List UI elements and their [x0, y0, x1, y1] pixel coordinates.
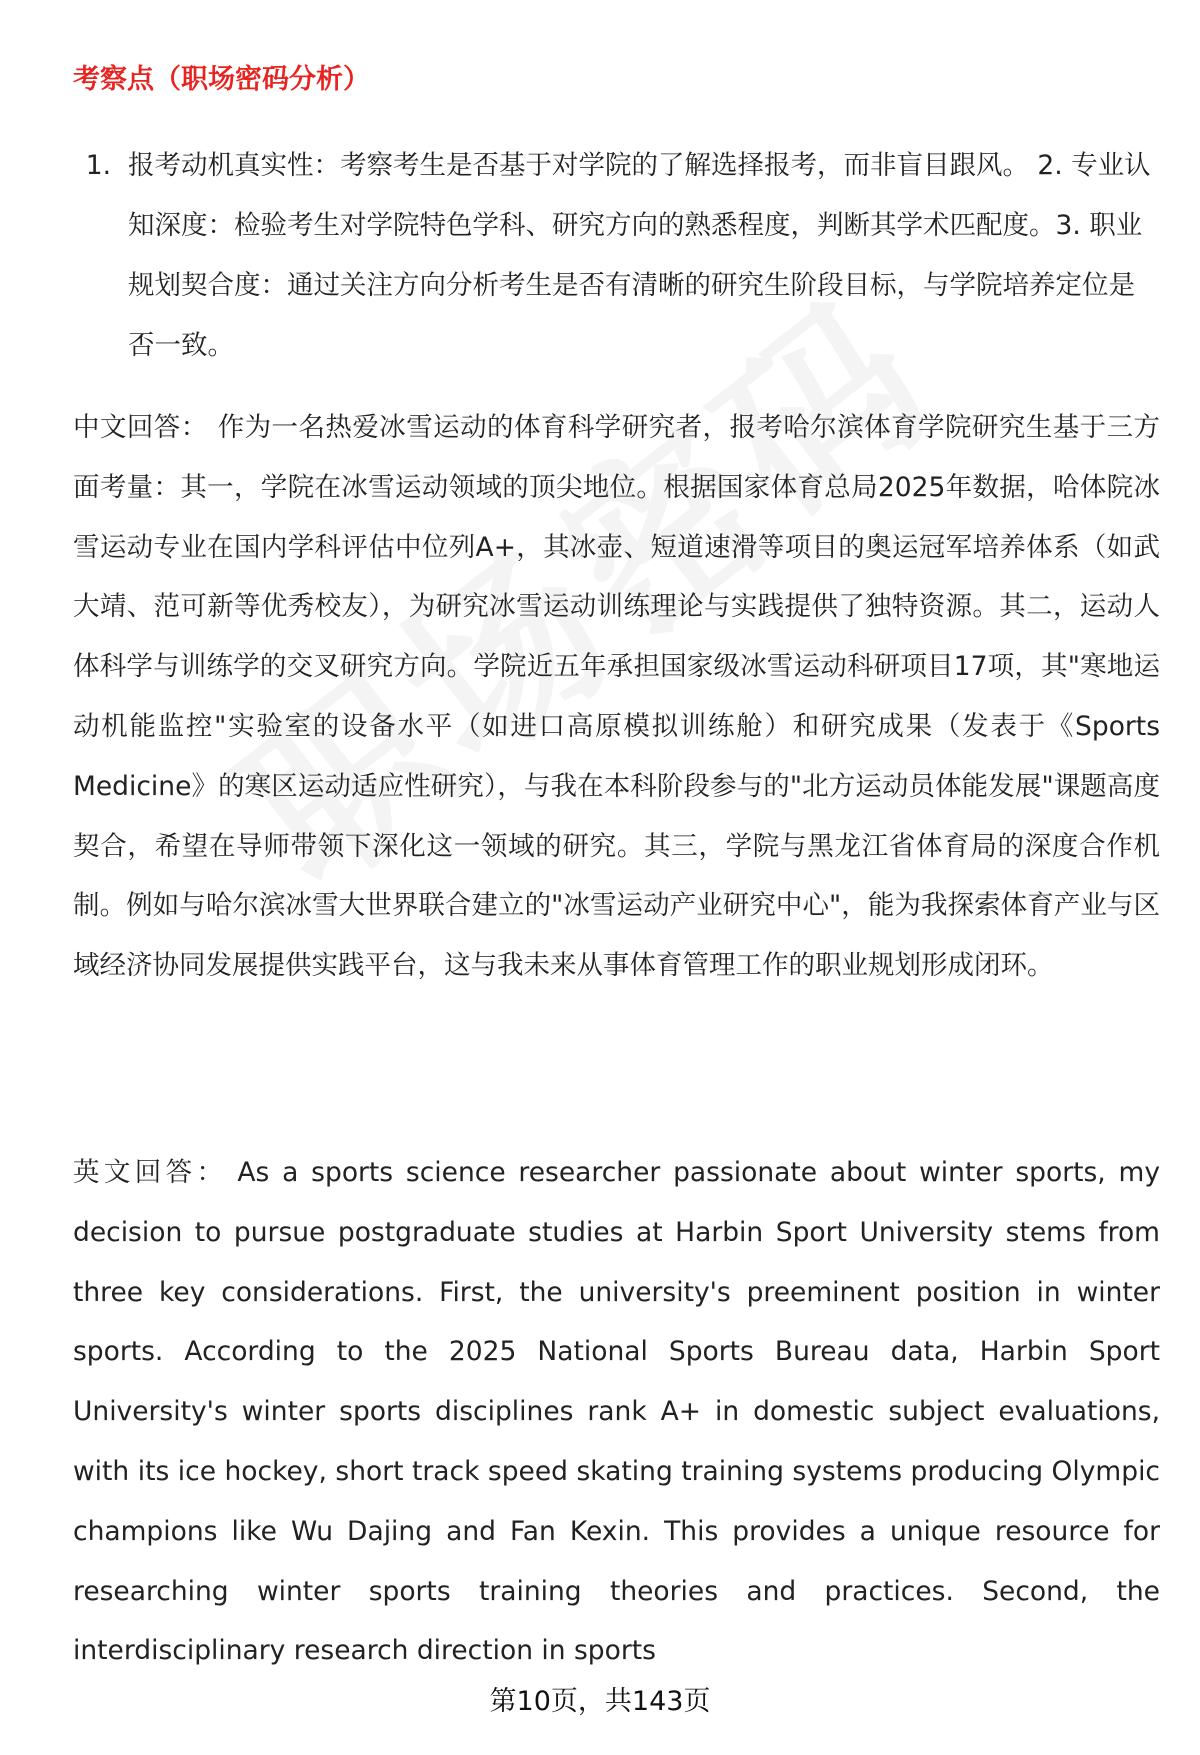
list-item — [73, 136, 1153, 376]
list-item-text: 报考动机真实性：考察考生是否基于对学院的了解选择报考，而非盲目跟风。 2. 专业认知深度：检验考生对学院特色学科、研究方向的熟悉程度，判断其学术匹配度。3. 职业规划契合度：通过关注方向分析考生是否有清晰的研究生阶段目标，与学院培养定位是否一致。 — [128, 150, 1151, 361]
english-answer-paragraph — [73, 1143, 1160, 1677]
page-number: 第10页，共143页 — [489, 1686, 711, 1717]
list-item-number: 1. — [85, 150, 111, 181]
english-answer-label: 英文回答： — [73, 1157, 228, 1188]
chinese-answer-text: 作为一名热爱冰雪运动的体育科学研究者，报考哈尔滨体育学院研究生基于三方面考量：其一，学院在冰雪运动领域的顶尖地位。根据国家体育总局2025年数据，哈体院冰雪运动专业在国内学科评估中位列A+，其冰壶、短道速滑等项目的奥运冠军培养体系（如武大靖、范可新等优秀校友），为研究冰雪运动训练理论与实践提供了独特资源。其二，运动人体科学与训练学的交叉研究方向。学院近五年承担国家级冰雪运动科研项目17项，其"寒地运动机能监控"实验室的设备水平（如进口高原模拟训练舱）和研究成果（发表于《Sports Medicine》的寒区运动适应性研究），与我在本科阶段参与的"北方运动员体能发展"课题高度契合，希望在导师带领下深化这一领域的研究。其三，学院与黑龙江省体育局的深度合作机制。例如与哈尔滨冰雪大世界联合建立的"冰雪运动产业研究中心"，能为我探索体育产业与区域经济协同发展提供实践平台，这与我未来从事体育管理工作的职业规划形成闭环。 — [73, 412, 1161, 982]
chinese-answer-label: 中文回答： — [73, 412, 208, 443]
english-answer-text: As a sports science researcher passionate about winter sports, my decision to pursue postgraduate studies at Harbin Sport University stems from three key considerations. First, the university's preeminent position in winter sports. According to the 2025 National Sports Bureau data, Harbin Sport University's winter sports disciplines rank A+ in domestic subject evaluations, with its ice hockey, short track speed skating training systems producing Olympic champions like Wu Dajing and Fan Kexin. This provides a unique resource for researching winter sports training theories and practices. Second, the interdisciplinary research direction in sports — [73, 1157, 1160, 1667]
assessment-points-list — [73, 136, 1153, 376]
section-heading: 考察点（职场密码分析） — [73, 64, 370, 95]
chinese-answer-paragraph — [73, 398, 1160, 996]
